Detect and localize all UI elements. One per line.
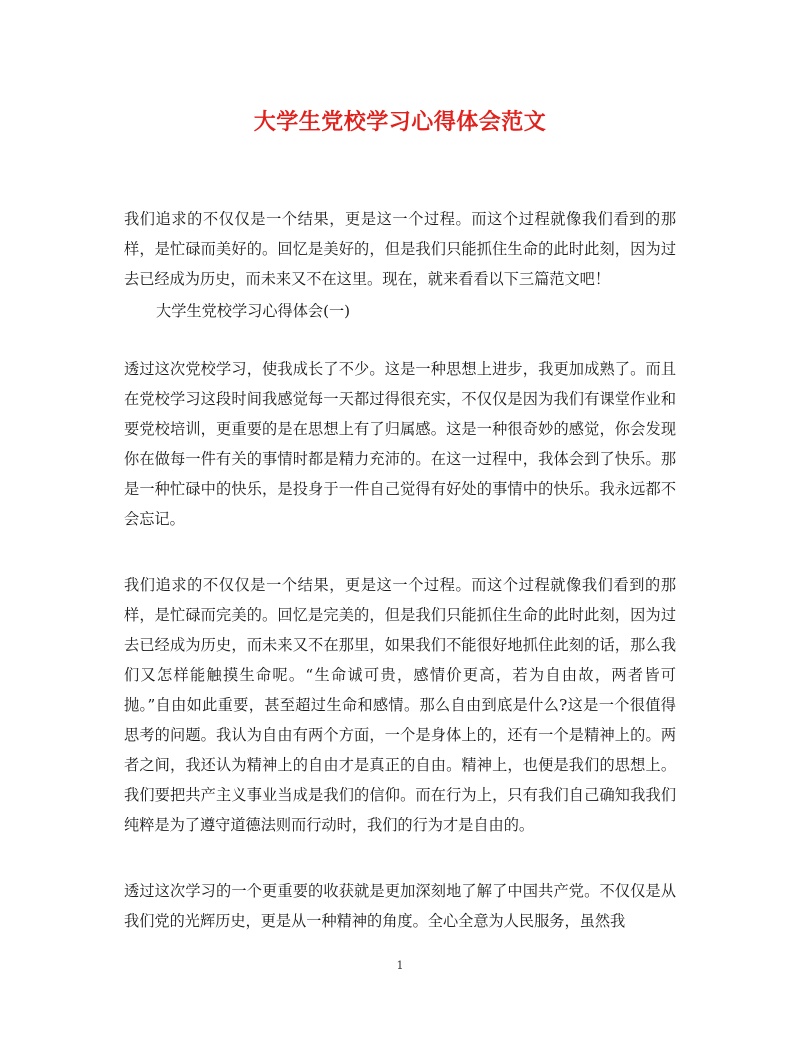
body-paragraph-3: 透过这次学习的一个更重要的收获就是更加深刻地了解了中国共产党。不仅仅是从我们党的光辉历史，更是从一种精神的角度。全心全意为人民服务，虽然我: [124, 882, 676, 930]
page-number: 1: [396, 959, 404, 972]
body-paragraph-2: 我们追求的不仅仅是一个结果，更是这一个过程。而这个过程就像我们看到的那样，是忙碌而完美的。回忆是完美的，但是我们只能抓住生命的此时此刻，因为过去已经成为历史，而未来又不在那里，如果我们不能很好地抓住此刻的话，那么我们又怎样能触摸生命呢。“生命诚可贵，感情价更高，若为自由故，两者皆可抛。”自由如此重要，甚至超过生命和感情。那么自由到底是什么?这是一个很值得思考的问题。我认为自由有两个方面，一个是身体上的，还有一个是精神上的。两者之间，我还认为精神上的自由才是真正的自由。精神上，也便是我们的思想上。我们要把共产主义事业当成是我们的信仰。而在行为上，只有我们自己确知我我们纯粹是为了遵守道德法则而行动时，我们的行为才是自由的。: [124, 576, 676, 834]
section-subtitle: 大学生党校学习心得体会(一): [156, 302, 351, 320]
intro-paragraph: 我们追求的不仅仅是一个结果，更是这一个过程。而这个过程就像我们看到的那样，是忙碌而美好的。回忆是美好的，但是我们只能抓住生命的此时此刻，因为过去已经成为历史，而未来又不在这里。现在，就来看看以下三篇范文吧！: [124, 210, 676, 288]
document-title: 大学生党校学习心得体会范文: [253, 109, 547, 135]
body-paragraph-1: 透过这次党校学习，使我成长了不少。这是一种思想上进步，我更加成熟了。而且在党校学习这段时间我感觉每一天都过得很充实，不仅仅是因为我们有课堂作业和要党校培训，更重要的是在思想上有了归属感。这是一种很奇妙的感觉，你会发现你在做每一件有关的事情时都是精力充沛的。在这一过程中，我体会到了快乐。那是一种忙碌中的快乐，是投身于一件自己觉得有好处的事情中的快乐。我永远都不会忘记。: [124, 360, 676, 528]
